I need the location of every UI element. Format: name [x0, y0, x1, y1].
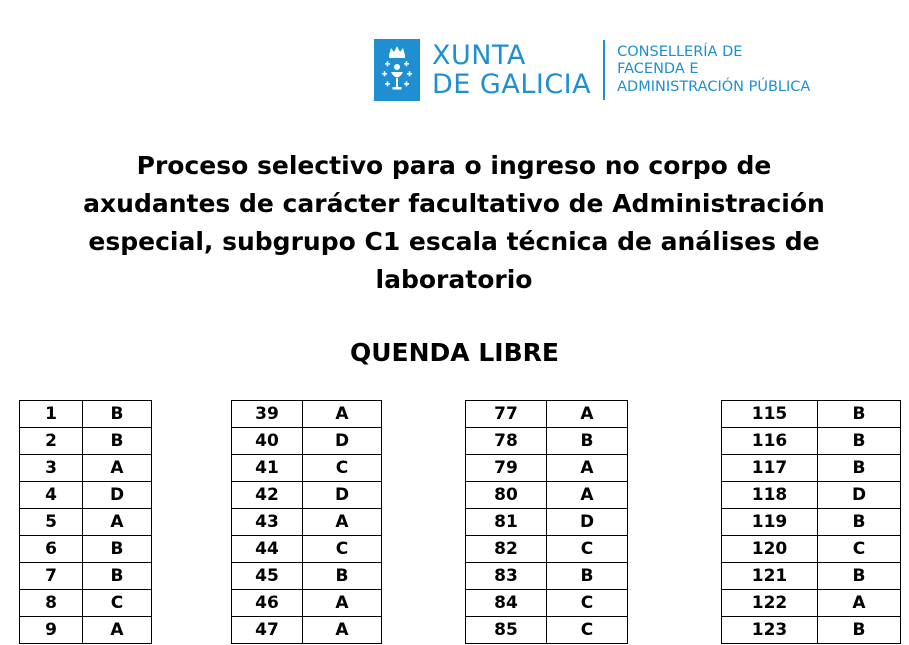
answer-letter: A [547, 455, 628, 482]
answer-letter: D [303, 482, 382, 509]
answer-letter: B [547, 428, 628, 455]
table-row [232, 563, 382, 590]
question-number: 2 [20, 428, 83, 455]
answer-letter: A [83, 455, 152, 482]
question-number: 117 [722, 455, 818, 482]
question-number: 119 [722, 509, 818, 536]
table-row [232, 455, 382, 482]
question-number: 85 [466, 617, 547, 644]
section-heading: QUENDA LIBRE [350, 338, 559, 367]
table-row [722, 563, 901, 590]
answer-letter: A [547, 401, 628, 428]
question-number: 82 [466, 536, 547, 563]
question-number: 115 [722, 401, 818, 428]
answer-letter: B [818, 617, 901, 644]
question-number: 79 [466, 455, 547, 482]
question-number: 47 [232, 617, 303, 644]
question-number: 81 [466, 509, 547, 536]
answer-table-3 [465, 400, 628, 644]
answer-letter: A [83, 617, 152, 644]
question-number: 5 [20, 509, 83, 536]
table-row [20, 482, 152, 509]
question-number: 3 [20, 455, 83, 482]
question-number: 39 [232, 401, 303, 428]
question-number: 42 [232, 482, 303, 509]
table-row [722, 401, 901, 428]
answer-letter: A [818, 590, 901, 617]
table-row [466, 536, 628, 563]
question-number: 80 [466, 482, 547, 509]
question-number: 46 [232, 590, 303, 617]
question-number: 8 [20, 590, 83, 617]
org-name-line2: DE GALICIA [432, 69, 592, 100]
document-title [20, 147, 888, 299]
org-name [432, 41, 591, 99]
answer-letter: C [547, 590, 628, 617]
answer-letter: C [303, 536, 382, 563]
question-number: 118 [722, 482, 818, 509]
table-row [20, 590, 152, 617]
answer-letter: A [547, 482, 628, 509]
department-name [617, 44, 810, 97]
question-number: 6 [20, 536, 83, 563]
table-row [232, 536, 382, 563]
table-row [20, 617, 152, 644]
table-row [232, 590, 382, 617]
answer-letter: B [818, 428, 901, 455]
table-row [466, 617, 628, 644]
question-number: 84 [466, 590, 547, 617]
table-row [466, 401, 628, 428]
answer-table-4 [721, 400, 901, 644]
answer-letter: D [547, 509, 628, 536]
answer-letter: C [83, 590, 152, 617]
department-line2: FACENDA E [617, 61, 699, 78]
question-number: 45 [232, 563, 303, 590]
answer-letter: A [303, 401, 382, 428]
table-row [466, 590, 628, 617]
department-line1: CONSELLERÍA DE [617, 43, 743, 60]
answer-letter: D [83, 482, 152, 509]
question-number: 78 [466, 428, 547, 455]
question-number: 121 [722, 563, 818, 590]
table-row [232, 428, 382, 455]
answer-letter: A [83, 509, 152, 536]
table-row [232, 617, 382, 644]
org-name-line1: XUNTA [432, 40, 526, 71]
answer-letter: B [818, 455, 901, 482]
table-row [466, 482, 628, 509]
question-number: 123 [722, 617, 818, 644]
table-row [722, 455, 901, 482]
answer-letter: C [547, 617, 628, 644]
table-row [722, 617, 901, 644]
question-number: 7 [20, 563, 83, 590]
table-row [232, 401, 382, 428]
table-row [232, 482, 382, 509]
title-line4: laboratorio [375, 265, 533, 294]
table-row [20, 509, 152, 536]
title-line3: especial, subgrupo C1 escala técnica de análises de [88, 227, 820, 256]
question-number: 40 [232, 428, 303, 455]
table-row [466, 455, 628, 482]
table-row [722, 428, 901, 455]
answer-letter: C [818, 536, 901, 563]
answer-letter: C [547, 536, 628, 563]
table-row [466, 428, 628, 455]
table-row [232, 509, 382, 536]
question-number: 44 [232, 536, 303, 563]
answer-letter: B [83, 428, 152, 455]
answer-letter: B [83, 401, 152, 428]
title-line1: Proceso selectivo para o ingreso no corpo de [136, 151, 772, 180]
header-divider [603, 40, 605, 100]
answer-letter: B [818, 563, 901, 590]
table-row [20, 563, 152, 590]
question-number: 116 [722, 428, 818, 455]
answer-letter: D [818, 482, 901, 509]
question-number: 83 [466, 563, 547, 590]
answer-table-1 [19, 400, 152, 644]
question-number: 77 [466, 401, 547, 428]
xunta-emblem-icon [374, 39, 420, 101]
answer-letter: C [303, 455, 382, 482]
table-row [20, 401, 152, 428]
question-number: 1 [20, 401, 83, 428]
department-line3: ADMINISTRACIÓN PÚBLICA [617, 78, 811, 95]
question-number: 41 [232, 455, 303, 482]
header [374, 38, 810, 102]
answer-letter: B [303, 563, 382, 590]
table-row [466, 509, 628, 536]
answer-letter: B [547, 563, 628, 590]
question-number: 43 [232, 509, 303, 536]
table-row [722, 482, 901, 509]
answer-table-2 [231, 400, 382, 644]
answer-letter: A [303, 590, 382, 617]
question-number: 122 [722, 590, 818, 617]
answer-letter: B [818, 401, 901, 428]
answer-letter: A [303, 509, 382, 536]
table-row [722, 590, 901, 617]
table-row [722, 509, 901, 536]
answer-letter: D [303, 428, 382, 455]
question-number: 120 [722, 536, 818, 563]
question-number: 9 [20, 617, 83, 644]
table-row [466, 563, 628, 590]
answer-letter: A [303, 617, 382, 644]
title-line2: axudantes de carácter facultativo de Administración [83, 189, 825, 218]
table-row [722, 536, 901, 563]
table-row [20, 536, 152, 563]
question-number: 4 [20, 482, 83, 509]
table-row [20, 428, 152, 455]
table-row [20, 455, 152, 482]
answer-letter: B [83, 536, 152, 563]
answer-letter: B [818, 509, 901, 536]
answer-letter: B [83, 563, 152, 590]
